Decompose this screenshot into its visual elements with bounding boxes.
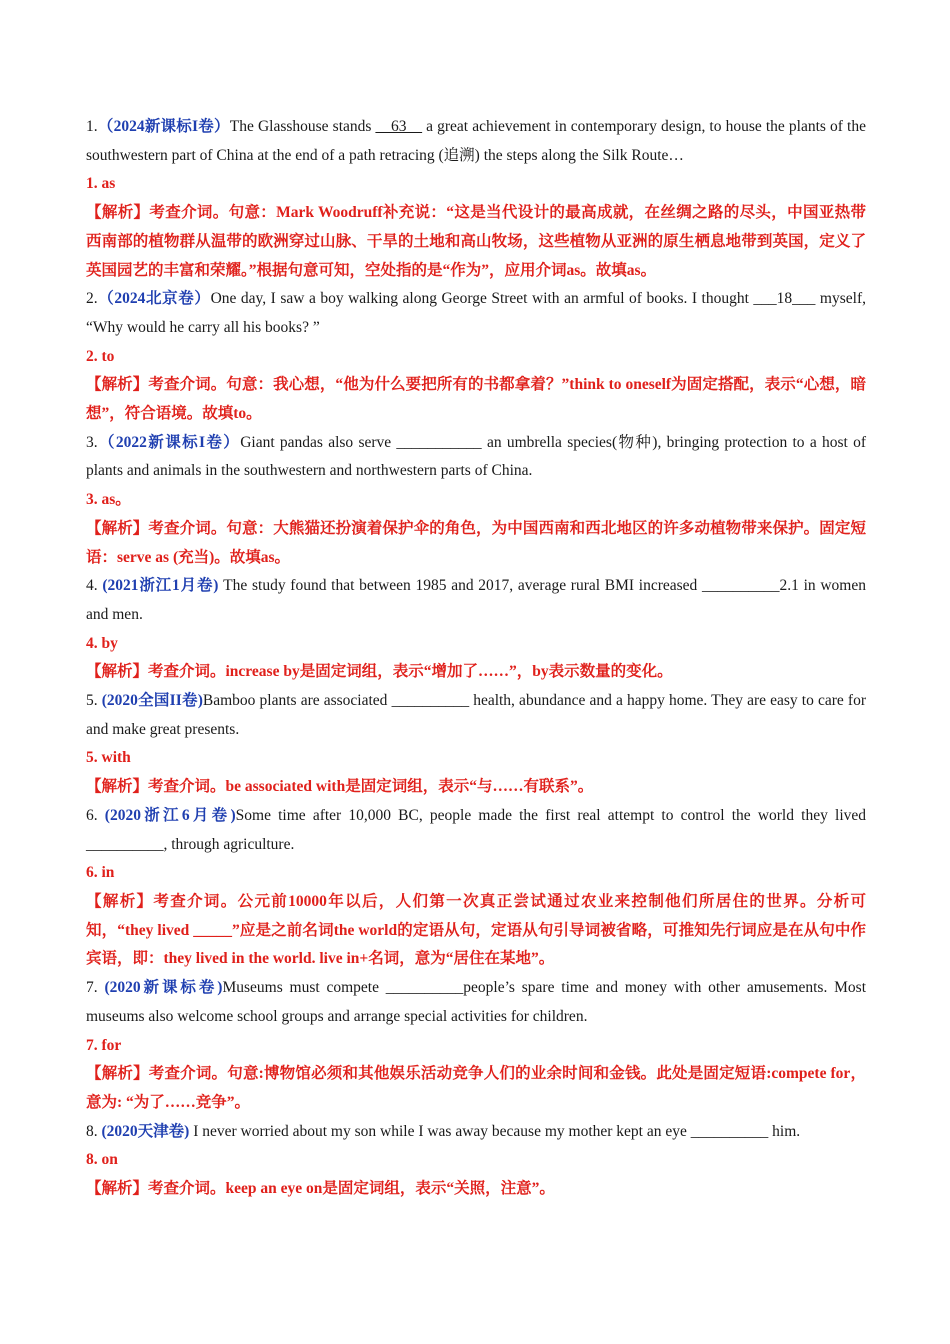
question-blank: __________: [702, 577, 780, 595]
question-number: 3.: [86, 433, 98, 451]
explanation-3: 【解析】考查介词。句意：大熊猫还扮演着保护伞的角色，为中国西南和西北地区的许多动植物带来保护。固定短语：serve as (充当)。故填as。: [86, 519, 866, 566]
answer-2: 2. to: [86, 347, 115, 365]
question-blank: ___________: [396, 433, 482, 451]
question-text-before: Museums must compete: [222, 979, 386, 997]
question-number: 6.: [86, 806, 105, 824]
question-1: [86, 113, 866, 170]
question-text-after: health, abundance and a happy home. They are easy to care for and make great presents.: [86, 692, 866, 738]
question-blank: __________: [86, 835, 164, 853]
question-number: 8.: [86, 1122, 102, 1140]
question-text-after: a great achievement in contemporary design, to house the plants of the southwestern part of China at the end of a path retracing (追溯) the steps along the Silk Route…: [86, 118, 866, 164]
question-text-before: I never worried about my son while I was away because my mother kept an eye: [189, 1122, 691, 1140]
question-4: [86, 572, 866, 629]
explanation-2: 【解析】考查介词。句意：我心想，“他为什么要把所有的书都拿着？”think to oneself为固定搭配，表示“心想，暗想”，符合语境。故填to。: [86, 376, 866, 423]
question-2: [86, 285, 866, 342]
question-list: [86, 113, 866, 1204]
question-number: 1.: [86, 118, 98, 135]
explanation-4: 【解析】考查介词。increase by是固定词组，表示“增加了……”，by表示数量的变化。: [86, 663, 673, 681]
answer-6: 6. in: [86, 864, 115, 882]
question-7: [86, 974, 866, 1031]
question-source: (2021浙江1月卷): [102, 577, 219, 595]
question-text-after: , through agriculture.: [163, 835, 295, 853]
question-text-before: One day, I saw a boy walking along George Street with an armful of books. I thought: [210, 290, 754, 308]
question-number: 5.: [86, 692, 102, 710]
question-source: (2020全国II卷): [101, 692, 203, 710]
answer-8: 8. on: [86, 1151, 118, 1169]
question-number: 4.: [86, 577, 103, 595]
answer-4: 4. by: [86, 634, 118, 652]
question-text-after: an umbrella species(物种), bringing protection to a host of plants and animals in the southwestern and northwestern parts of China.: [86, 433, 866, 480]
question-source: （2024新课标I卷）: [97, 118, 230, 135]
explanation-1: 【解析】考查介词。句意：Mark Woodruff补充说：“这是当代设计的最高成就，在丝绸之路的尽头，中国亚热带西南部的植物群从温带的欧洲穿过山脉、干旱的土地和高山牧场，这些植物从亚洲的原生栖息地带到英国，定义了英国园艺的丰富和荣耀。”根据句意可知，空处指的是“作为”，应用介词as。故填as。: [86, 204, 866, 279]
question-text-after: myself, “Why would he carry all his books? ”: [86, 290, 866, 336]
question-8: [86, 1118, 866, 1147]
answer-3: 3. as。: [86, 491, 131, 509]
question-blank: __________: [385, 979, 464, 997]
question-text-before: The Glasshouse stands: [229, 118, 376, 135]
question-text-before: The study found that between 1985 and 2017, average rural BMI increased: [218, 577, 702, 595]
answer-1: 1. as: [86, 175, 116, 193]
question-blank: __________: [391, 692, 470, 710]
explanation-5: 【解析】考查介词。be associated with是固定词组，表示“与……有联系”。: [86, 778, 594, 796]
question-source: （2024北京卷）: [97, 290, 211, 308]
question-blank: __________: [690, 1122, 769, 1140]
question-blank: __63__: [375, 118, 423, 135]
question-3: [86, 429, 866, 486]
explanation-6: 【解析】考查介词。公元前10000年以后，人们第一次真正尝试通过农业来控制他们所居住的世界。分析可知，“they lived _____”应是之前名词the world的定语从句，定语从句引导词被省略，可推知先行词应是在从句中作宾语，即：they lived in the world. live in+名词，意为“居住在某地”。: [86, 892, 866, 968]
question-source: (2020新课标卷): [104, 979, 223, 997]
question-6: [86, 802, 866, 859]
question-number: 2.: [86, 290, 98, 308]
question-source: (2020浙江6月卷): [104, 806, 236, 824]
question-blank: ___18___: [753, 290, 816, 308]
question-source: (2020天津卷): [101, 1122, 190, 1140]
explanation-7: 【解析】考查介词。句意:博物馆必须和其他娱乐活动竞争人们的业余时间和金钱。此处是固定短语:compete for，意为: “为了……竞争”。: [86, 1065, 866, 1111]
question-5: [86, 687, 866, 744]
question-number: 7.: [86, 979, 105, 997]
question-text-before: Some time after 10,000 BC, people made the first real attempt to control the world they lived: [235, 806, 867, 824]
question-text-after: him.: [768, 1122, 801, 1140]
question-text-before: Giant pandas also serve: [240, 433, 397, 451]
question-source: （2022新课标I卷）: [97, 433, 241, 451]
question-text-after: 2.1 in women and men.: [86, 577, 866, 623]
answer-7: 7. for: [86, 1036, 122, 1054]
question-text-after: people’s spare time and money with other amusements. Most museums also welcome school groups and arrange special activities for children.: [86, 979, 867, 1025]
question-text-before: Bamboo plants are associated: [202, 692, 392, 710]
explanation-8: 【解析】考查介词。keep an eye on是固定词组，表示“关照，注意”。: [86, 1180, 555, 1198]
answer-5: 5. with: [86, 749, 131, 767]
